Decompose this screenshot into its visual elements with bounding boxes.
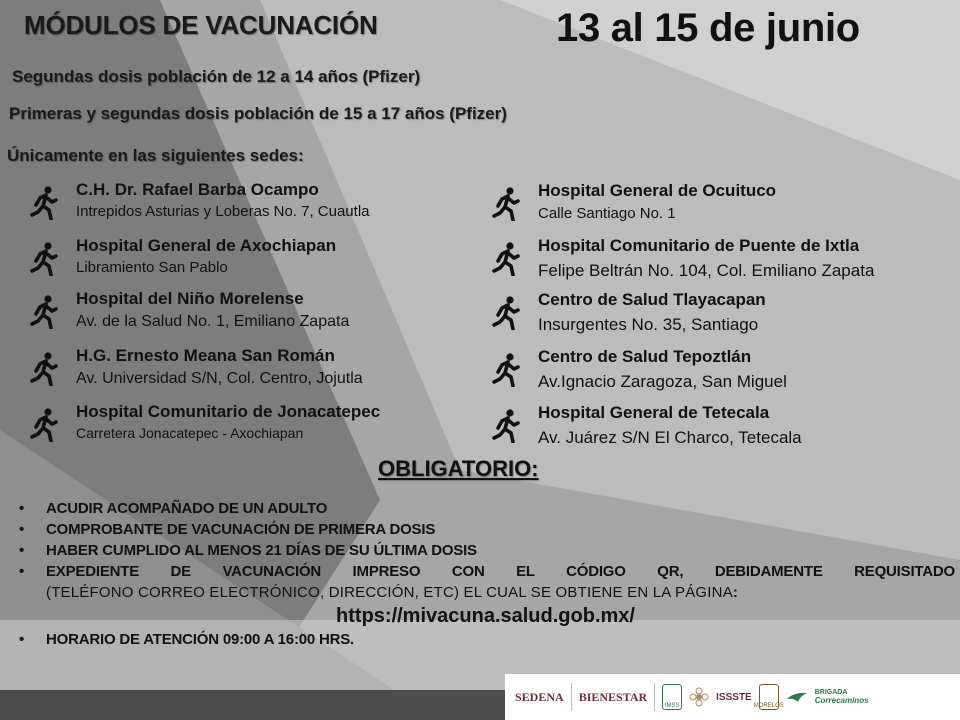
site-name: Hospital General de Tetecala [538,403,770,422]
site-address: Av.Ignacio Zaragoza, San Miguel [538,372,787,391]
subtitle-first-second-doses: Primeras y segundas dosis población de 15 a 17 años (Pfizer) [9,104,507,123]
site-address: Av. de la Salud No. 1, Emiliano Zapata [76,313,350,330]
imss-logo: IMSS [662,684,682,710]
walking-person-icon [492,242,520,276]
requirement-item: • HORARIO DE ATENCIÓN 09:00 A 16:00 HRS. [10,629,955,650]
vaccination-url-link[interactable]: https://mivacuna.salud.gob.mx/ [336,605,635,627]
site-address: Insurgentes No. 35, Santiago [538,315,759,334]
site-name: Hospital General de Ocuituco [538,181,777,200]
site-address: Felipe Beltrán No. 104, Col. Emiliano Zapata [538,261,875,280]
walking-person-icon [492,296,520,330]
site-address: Calle Santiago No. 1 [538,205,676,222]
walking-person-icon [30,242,58,276]
requirement-item: • HABER CUMPLIDO AL MENOS 21 DÍAS DE SU ÚLTIMA DOSIS [10,540,955,561]
walking-person-icon [492,187,520,221]
subtitle-second-doses: Segundas dosis población de 12 a 14 años (Pfizer) [12,67,421,86]
footer-logos [505,674,960,720]
requirement-qr-text: • EXPEDIENTE DE VACUNACIÓN IMPRESO CON EL CÓDIGO QR, DEBIDAMENTE REQUISITADO [46,563,955,580]
site-name: Hospital Comunitario de Puente de Ixtla [538,236,860,255]
issste-logo: ISSSTE [716,691,752,703]
site-address: Carretera Jonacatepec - Axochiapan [76,425,304,441]
site-name: Centro de Salud Tlayacapan [538,290,766,309]
divider [571,683,572,711]
site-name: Hospital Comunitario de Jonacatepec [76,402,381,421]
divider [654,683,655,711]
site-address: Av. Universidad S/N, Col. Centro, Jojutla [76,370,363,387]
walking-person-icon [30,352,58,386]
flower-icon [689,687,709,707]
requirement-item: • ACUDIR ACOMPAÑADO DE UN ADULTO [10,498,955,519]
walking-person-icon [492,409,520,443]
brigada-logo: BRIGADA Correcaminos [814,689,869,705]
walking-person-icon [30,295,58,329]
bienestar-logo: BIENESTAR [578,689,648,704]
walking-person-icon [30,408,58,442]
site-name: H.G. Ernesto Meana San Román [76,346,335,365]
site-name: C.H. Dr. Rafael Barba Ocampo [76,180,319,199]
walking-person-icon [30,186,58,220]
requirement-item: • COMPROBANTE DE VACUNACIÓN DE PRIMERA DOSIS [10,519,955,540]
requirements-list [10,498,955,650]
site-name: Centro de Salud Tepoztlán [538,347,752,366]
morelos-logo: MORELOS [759,684,779,710]
site-address: Intrepidos Asturias y Loberas No. 7, Cuautla [76,203,370,220]
requirements-heading: OBLIGATORIO: [378,456,539,481]
walking-person-icon [492,353,520,387]
date-range: 13 al 15 de junio [556,6,860,50]
site-address: Libramiento San Pablo [76,259,228,276]
site-name: Hospital General de Axochiapan [76,236,337,255]
sedena-logo: SEDENA [515,689,564,704]
brigada-bird-icon [786,690,808,704]
site-name: Hospital del Niño Morelense [76,289,304,308]
requirement-item [10,561,955,627]
page-title: MÓDULOS DE VACUNACIÓN [24,10,378,40]
requirement-colon: : [732,584,738,601]
subtitle-sites: Únicamente en las siguientes sedes: [7,146,304,165]
requirement-qr-details: (TELÉFONO CORREO ELECTRÓNICO, DIRECCIÓN, ETC) EL CUAL SE OBTIENE EN LA PÁGINA [46,584,733,601]
site-address: Av. Juárez S/N El Charco, Tetecala [538,428,802,447]
